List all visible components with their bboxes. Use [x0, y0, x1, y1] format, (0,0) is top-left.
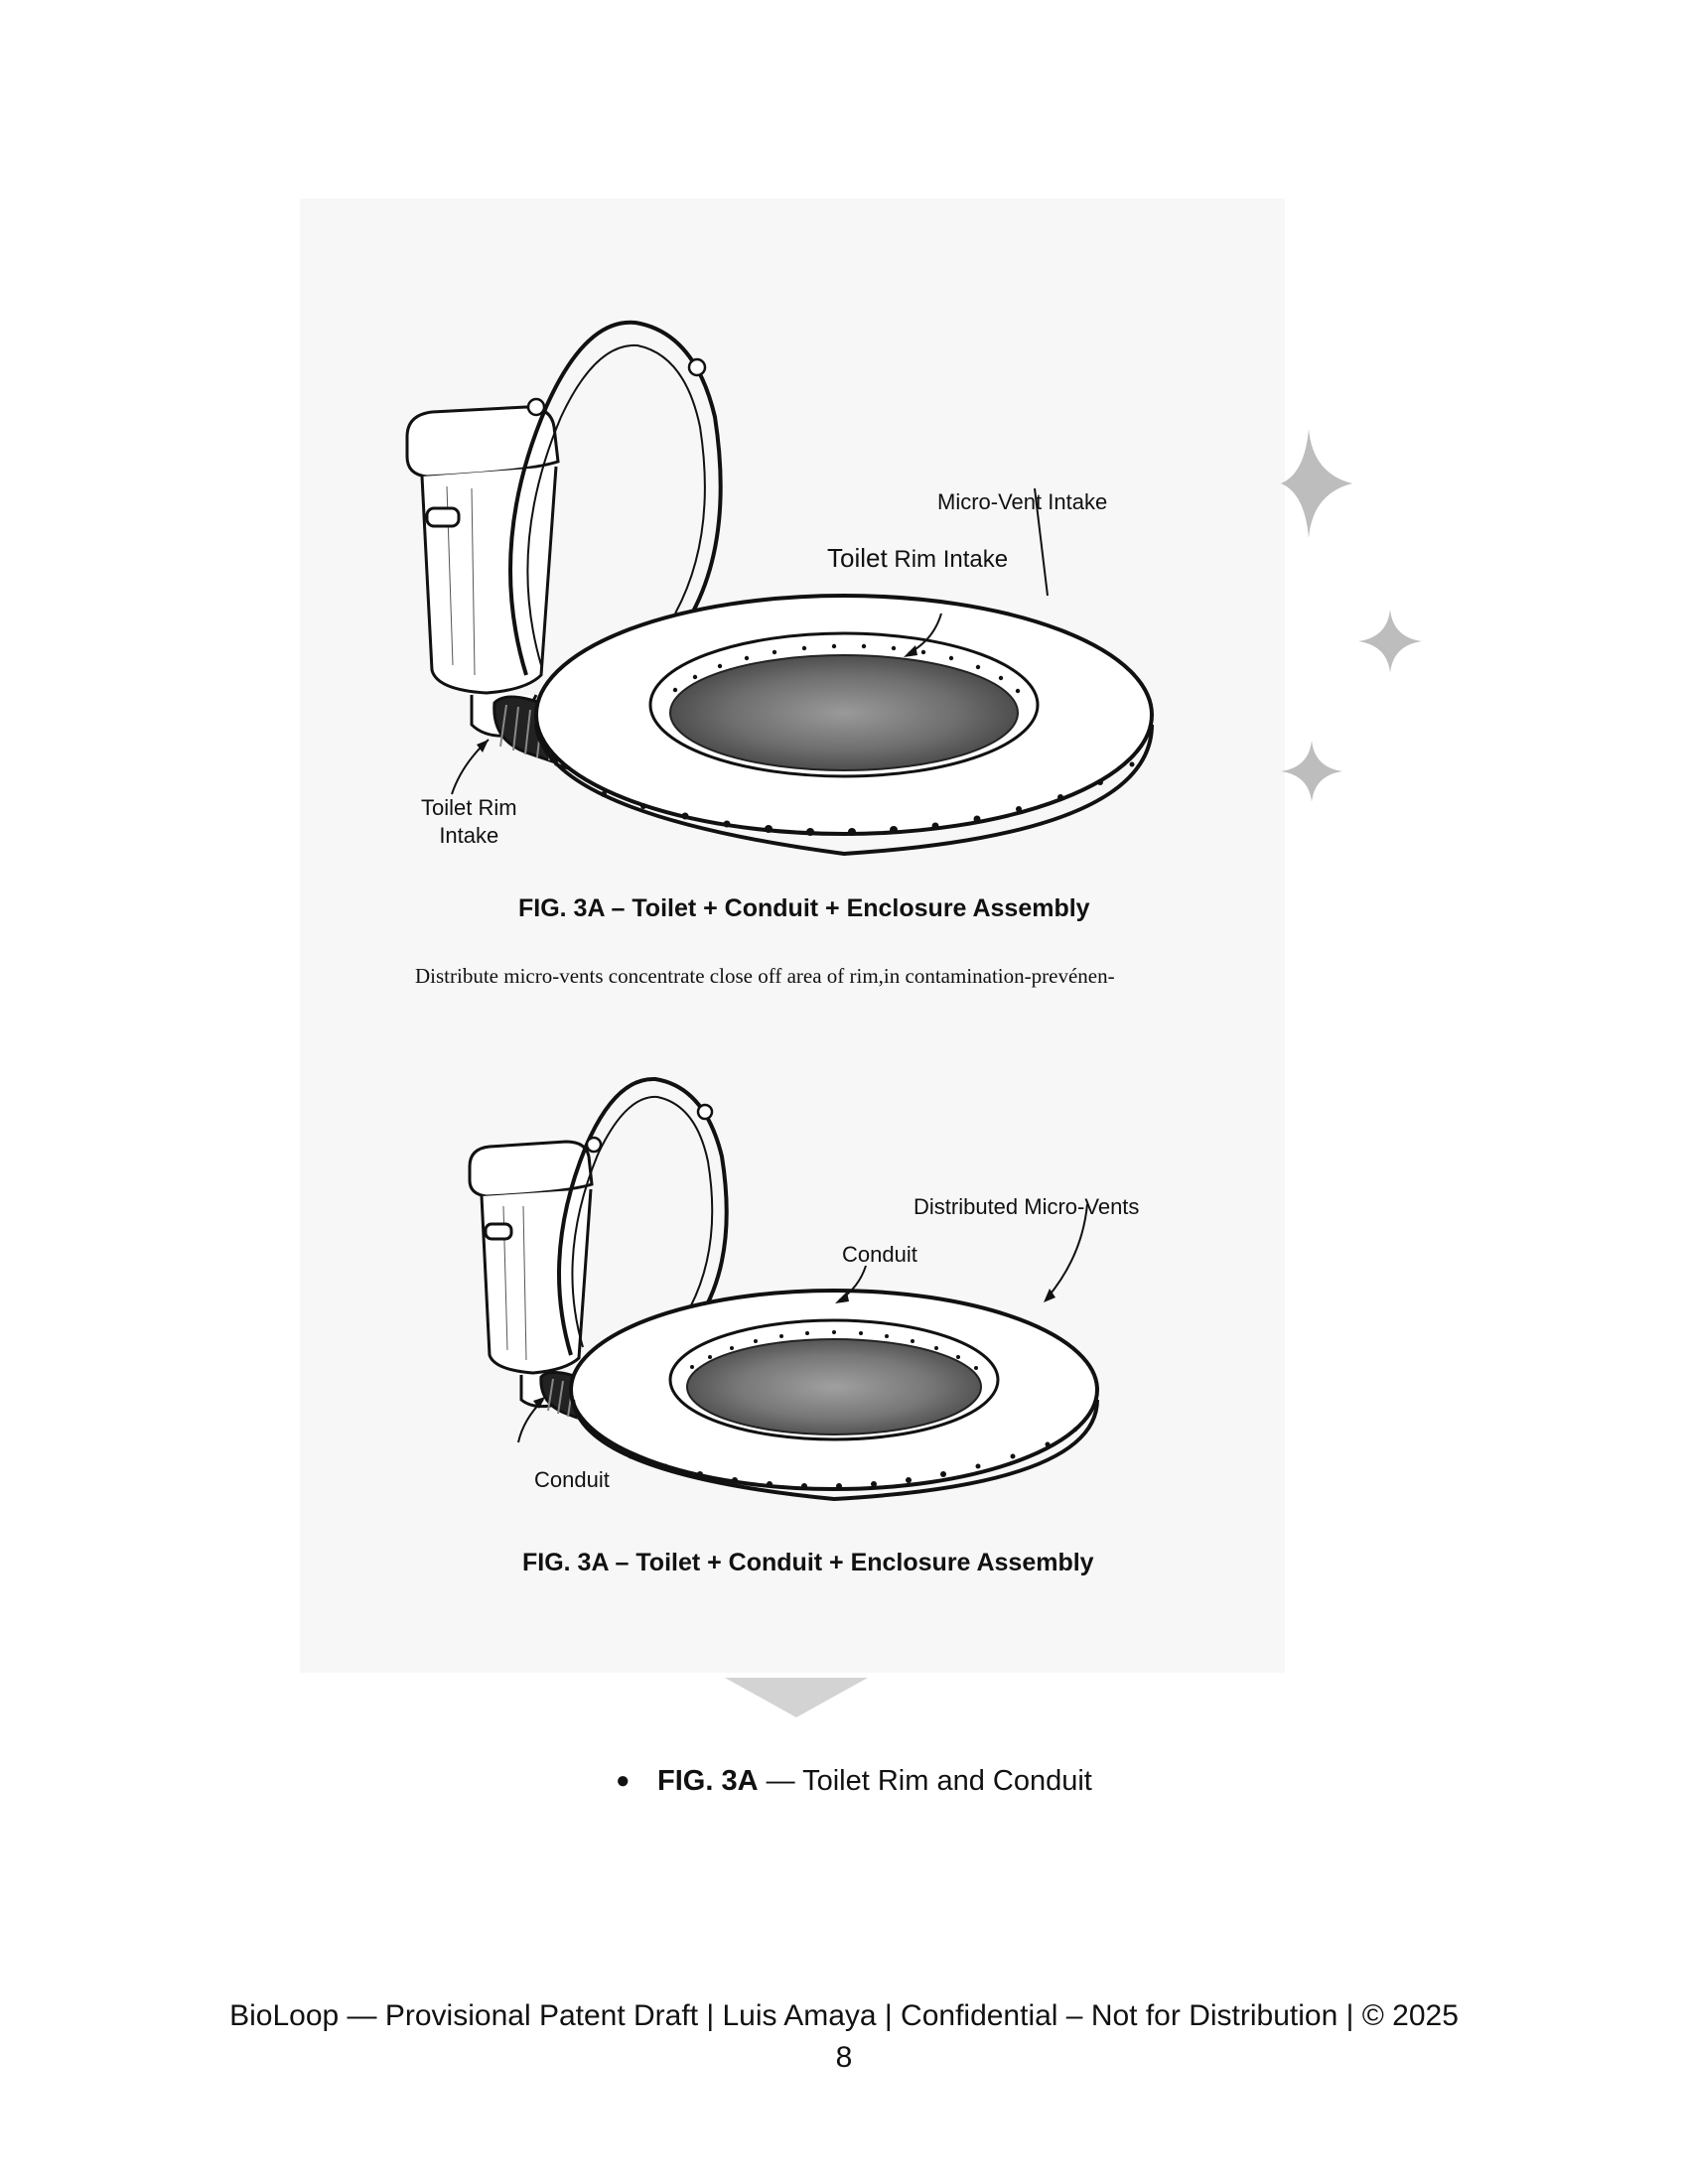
sparkle-icon [1281, 429, 1352, 538]
down-arrow-icon [725, 1678, 868, 1717]
sparkle-icon [1358, 610, 1422, 673]
distributed-micro-vents-label: Distributed Micro-Vents [914, 1194, 1140, 1219]
bullet-dot: ● [616, 1767, 631, 1794]
conduit-lower-label: Conduit [534, 1467, 610, 1492]
toilet-rim-intake-rest: Rim Intake [887, 546, 1009, 573]
figure-note: Distribute micro-vents concentrate close off area of rim,in contamination-prevénen- [415, 964, 1115, 988]
page-footer: BioLoop — Provisional Patent Draft | Luis Amaya | Confidential – Not for Distribution | © 2025 [229, 1999, 1459, 2032]
figure-caption-top: FIG. 3A – Toilet + Conduit + Enclosure Assembly [518, 894, 1090, 922]
page-number: 8 [835, 2041, 853, 2074]
toilet-illustration-bottom [462, 1057, 1157, 1504]
toilet-rim-intake-line1: Toilet Rim [421, 795, 517, 820]
toilet-rim-intake-label [827, 543, 1008, 574]
conduit-upper-label: Conduit [842, 1242, 917, 1267]
toilet-rim-intake-lower-label [421, 794, 517, 850]
figure-list-item [616, 1765, 1092, 1798]
figure-caption-bottom: FIG. 3A – Toilet + Conduit + Enclosure Assembly [522, 1549, 1094, 1576]
toilet-rim-intake-bold: Toilet [827, 543, 888, 573]
micro-vent-intake-label: Micro-Vent Intake [937, 489, 1108, 514]
figure-ref-description: — Toilet Rim and Conduit [758, 1765, 1092, 1797]
figure-ref-bold: FIG. 3A [657, 1765, 759, 1797]
sparkle-icon [1281, 741, 1342, 802]
toilet-rim-intake-line2: Intake [439, 823, 499, 848]
toilet-illustration-top [377, 298, 1201, 874]
